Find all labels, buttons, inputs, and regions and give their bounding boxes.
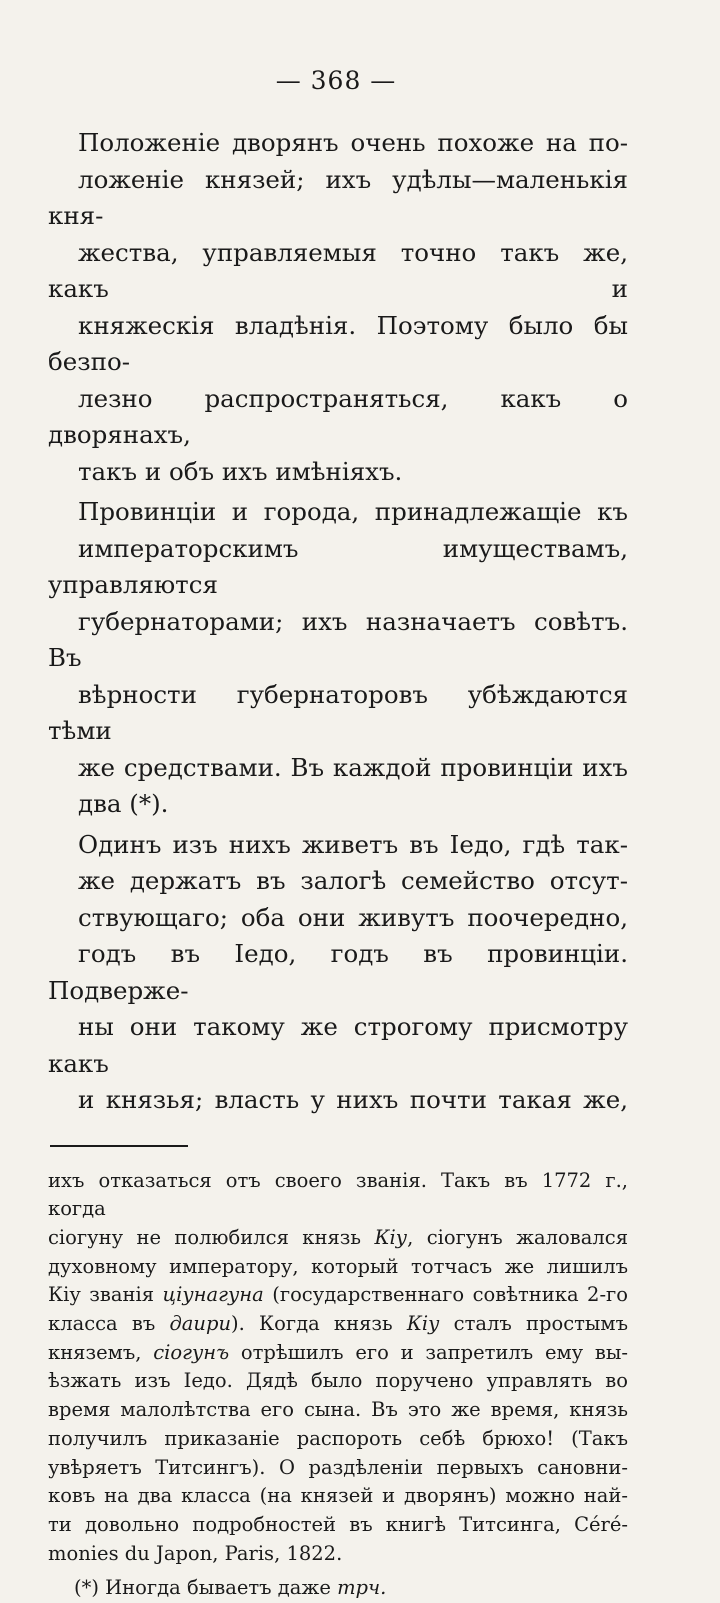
footnote-continuation [48, 1167, 628, 1569]
footnote-divider [50, 1145, 188, 1147]
italic-term: ціунагуна [163, 1283, 264, 1306]
footnote-line: monies du Japon, Paris, 1822. [48, 1540, 628, 1569]
footnote-line: ѣзжать изъ Іедо. Дядѣ было поручено управлять во [48, 1367, 628, 1396]
text-line: Провинціи и города, принадлежащіе къ [48, 494, 628, 531]
text-line: и князья; власть у нихъ почти такая же, [48, 1082, 628, 1119]
text-line: два (*). [48, 786, 628, 823]
page-number: — 368 — [48, 66, 628, 95]
text-line: жества, управляемыя точно такъ же, какъ и [48, 235, 628, 308]
italic-name: Кіу [407, 1312, 440, 1335]
text-line: ствующаго; оба они живутъ поочередно, [48, 900, 628, 937]
footnote-line: княземъ, сіогунъ отрѣшилъ его и запретилъ ему вы- [48, 1339, 628, 1368]
footnote-star: (*) Иногда бываетъ даже трч. [48, 1574, 628, 1603]
footnote-line: класса въ даири). Когда князь Кіу сталъ простымъ [48, 1310, 628, 1339]
text-line: Положеніе дворянъ очень похоже на по- [48, 125, 628, 162]
main-text [48, 125, 628, 1119]
text-line: губернаторами; ихъ назначаетъ совѣтъ. Въ [48, 604, 628, 677]
text-line: годъ въ Іедо, годъ въ провинціи. Подвержe- [48, 936, 628, 1009]
italic-name: Кіу [374, 1226, 407, 1249]
footnote-line: получилъ приказаніе распороть себѣ брюхо! (Такъ [48, 1425, 628, 1454]
text-line: лезно распространяться, какъ о дворянахъ, [48, 381, 628, 454]
text-line: ны они такому же строгому присмотру какъ [48, 1009, 628, 1082]
italic-word: трч. [337, 1576, 386, 1599]
text-line: такъ и объ ихъ имѣніяхъ. [48, 454, 628, 491]
footnote-line: ти довольно подробностей въ книгѣ Титсинга, Céré- [48, 1511, 628, 1540]
paragraph-1 [48, 125, 628, 490]
text-line: княжескія владѣнія. Поэтому было бы безпо- [48, 308, 628, 381]
paragraph-3 [48, 827, 628, 1119]
footnote-line: духовному императору, который тотчасъ же лишилъ [48, 1253, 628, 1282]
text-line: ложеніе князей; ихъ удѣлы—маленькія кня- [48, 162, 628, 235]
text-line: вѣрности губернаторовъ убѣждаются тѣми [48, 677, 628, 750]
italic-term: сіогунъ [153, 1341, 229, 1364]
footnote-line: ковъ на два класса (на князей и дворянъ) можно най- [48, 1482, 628, 1511]
text-line: же средствами. Въ каждой провинціи ихъ [48, 750, 628, 787]
footnote-line: время малолѣтства его сына. Въ это же время, князь [48, 1396, 628, 1425]
italic-term: даири [169, 1312, 231, 1335]
footnote-line: увѣряетъ Титсингъ). О раздѣленіи первыхъ сановни- [48, 1454, 628, 1483]
text-line: императорскимъ имуществамъ, управляются [48, 531, 628, 604]
text-line: же держатъ въ залогѣ семейство отсут- [48, 863, 628, 900]
footnote-line: Кіу званія ціунагуна (государственнаго совѣтника 2-го [48, 1281, 628, 1310]
footnote-line: сіогуну не полюбился князь Кіу, сіогунъ жаловался [48, 1224, 628, 1253]
text-line: Одинъ изъ нихъ живетъ въ Іедо, гдѣ так- [48, 827, 628, 864]
footnotes [48, 1167, 628, 1603]
footnote-line: ихъ отказаться отъ своего званія. Такъ въ 1772 г., когда [48, 1167, 628, 1224]
paragraph-2 [48, 494, 628, 823]
